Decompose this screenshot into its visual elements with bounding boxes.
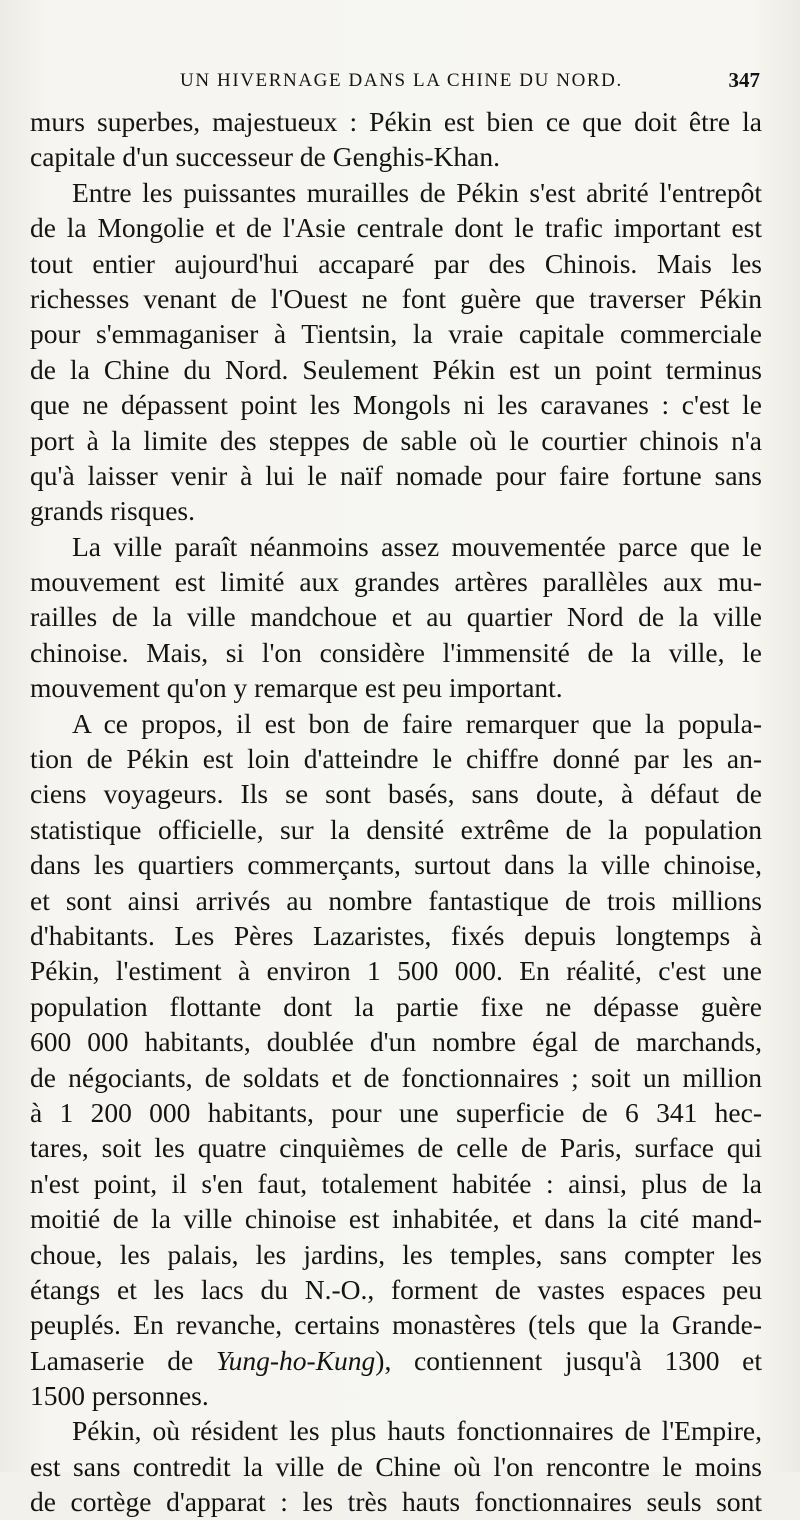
text-line: statistique officielle, sur la densité extrême de la population [30,813,762,845]
lamaserie-after: ), contiennent jusqu'à 1300 et [375,1344,762,1376]
text-line: La ville paraît néanmoins assez mouvementée parce que le [72,530,762,562]
text-line: tares, soit les quatre cinquièmes de celle de Paris, surface qui [30,1132,762,1164]
text-line: dans les quartiers commerçants, surtout dans la ville chinoise, [30,849,762,881]
text-line: à 1 200 000 habitants, pour une superficie de 6 341 hec- [30,1096,762,1128]
page-header [30,62,760,102]
text-line: peuplés. En revanche, certains monastères (tels que la Grande- [30,1309,762,1341]
text-line: étangs et les lacs du N.-O., forment de vastes espaces peu [30,1273,762,1305]
text-line: mouvement est limité aux grandes artères parallèles aux mu- [30,566,762,598]
page-number: 347 [728,68,760,92]
text-line: n'est point, il s'en faut, totalement habitée : ainsi, plus de la [30,1167,762,1199]
text-line: d'habitants. Les Pères Lazaristes, fixés depuis longtemps à [30,919,762,951]
text-line: tout entier aujourd'hui accaparé par des Chinois. Mais les [30,247,762,279]
text-line: chinoise. Mais, si l'on considère l'immensité de la ville, le [30,636,762,668]
body-text [30,104,762,1520]
text-line: que ne dépassent point les Mongols ni les caravanes : c'est le [30,389,762,421]
text-line: pour s'emmaganiser à Tientsin, la vraie capitale commerciale [30,318,762,350]
text-line: de cortège d'apparat : les très hauts fonctionnaires seuls sont [30,1486,762,1518]
text-line: de la Mongolie et de l'Asie centrale dont le trafic important est [30,212,762,244]
text-line: et sont ainsi arrivés au nombre fantastique de trois millions [30,884,762,916]
text-line: choue, les palais, les jardins, les temples, sans compter les [30,1238,762,1270]
text-line: Pékin, où résident les plus hauts fonctionnaires de l'Empire, [72,1415,762,1447]
text-line: est sans contredit la ville de Chine où l'on rencontre le moins [30,1450,762,1482]
running-title: UN HIVERNAGE DANS LA CHINE DU NORD. [180,70,623,91]
text-line: Pékin, l'estiment à environ 1 500 000. En réalité, c'est une [30,955,762,987]
text-line: grands risques. [30,495,195,527]
text-line: Entre les puissantes murailles de Pékin s'est abrité l'entrepôt [72,176,762,208]
text-line: 1500 personnes. [30,1380,209,1412]
text-line: qu'à laisser venir à lui le naïf nomade pour faire fortune sans [30,459,762,491]
text-line: moitié de la ville chinoise est inhabitée, et dans la cité mand- [30,1203,762,1235]
text-line: de la Chine du Nord. Seulement Pékin est un point terminus [30,353,762,385]
text-line: richesses venant de l'Ouest ne font guère que traverser Pékin [30,282,762,314]
text-line: ciens voyageurs. Ils se sont basés, sans doute, à défaut de [30,778,762,810]
text-line: 600 000 habitants, doublée d'un nombre égal de marchands, [30,1026,762,1058]
text-line: population flottante dont la partie fixe ne dépasse guère [30,990,762,1022]
text-line: mouvement qu'on y remarque est peu important. [30,672,563,704]
text-line: de négociants, de soldats et de fonctionnaires ; soit un million [30,1061,762,1093]
text-line: murs superbes, majestueux : Pékin est bien ce que doit être la [30,106,762,137]
text-line: railles de la ville mandchoue et au quartier Nord de la ville [30,601,762,633]
text-line: A ce propos, il est bon de faire remarquer que la popula- [72,707,762,739]
yung-ho-kung-italic: Yung-ho-Kung [215,1344,376,1376]
text-line: tion de Pékin est loin d'atteindre le chiffre donné par les an- [30,743,762,775]
text-line-lamaserie [30,1343,762,1378]
lamaserie-before: Lamaserie de [30,1344,216,1376]
text-line: port à la limite des steppes de sable où le courtier chinois n'a [30,424,762,456]
text-line: capitale d'un successeur de Genghis-Khan. [30,141,500,173]
